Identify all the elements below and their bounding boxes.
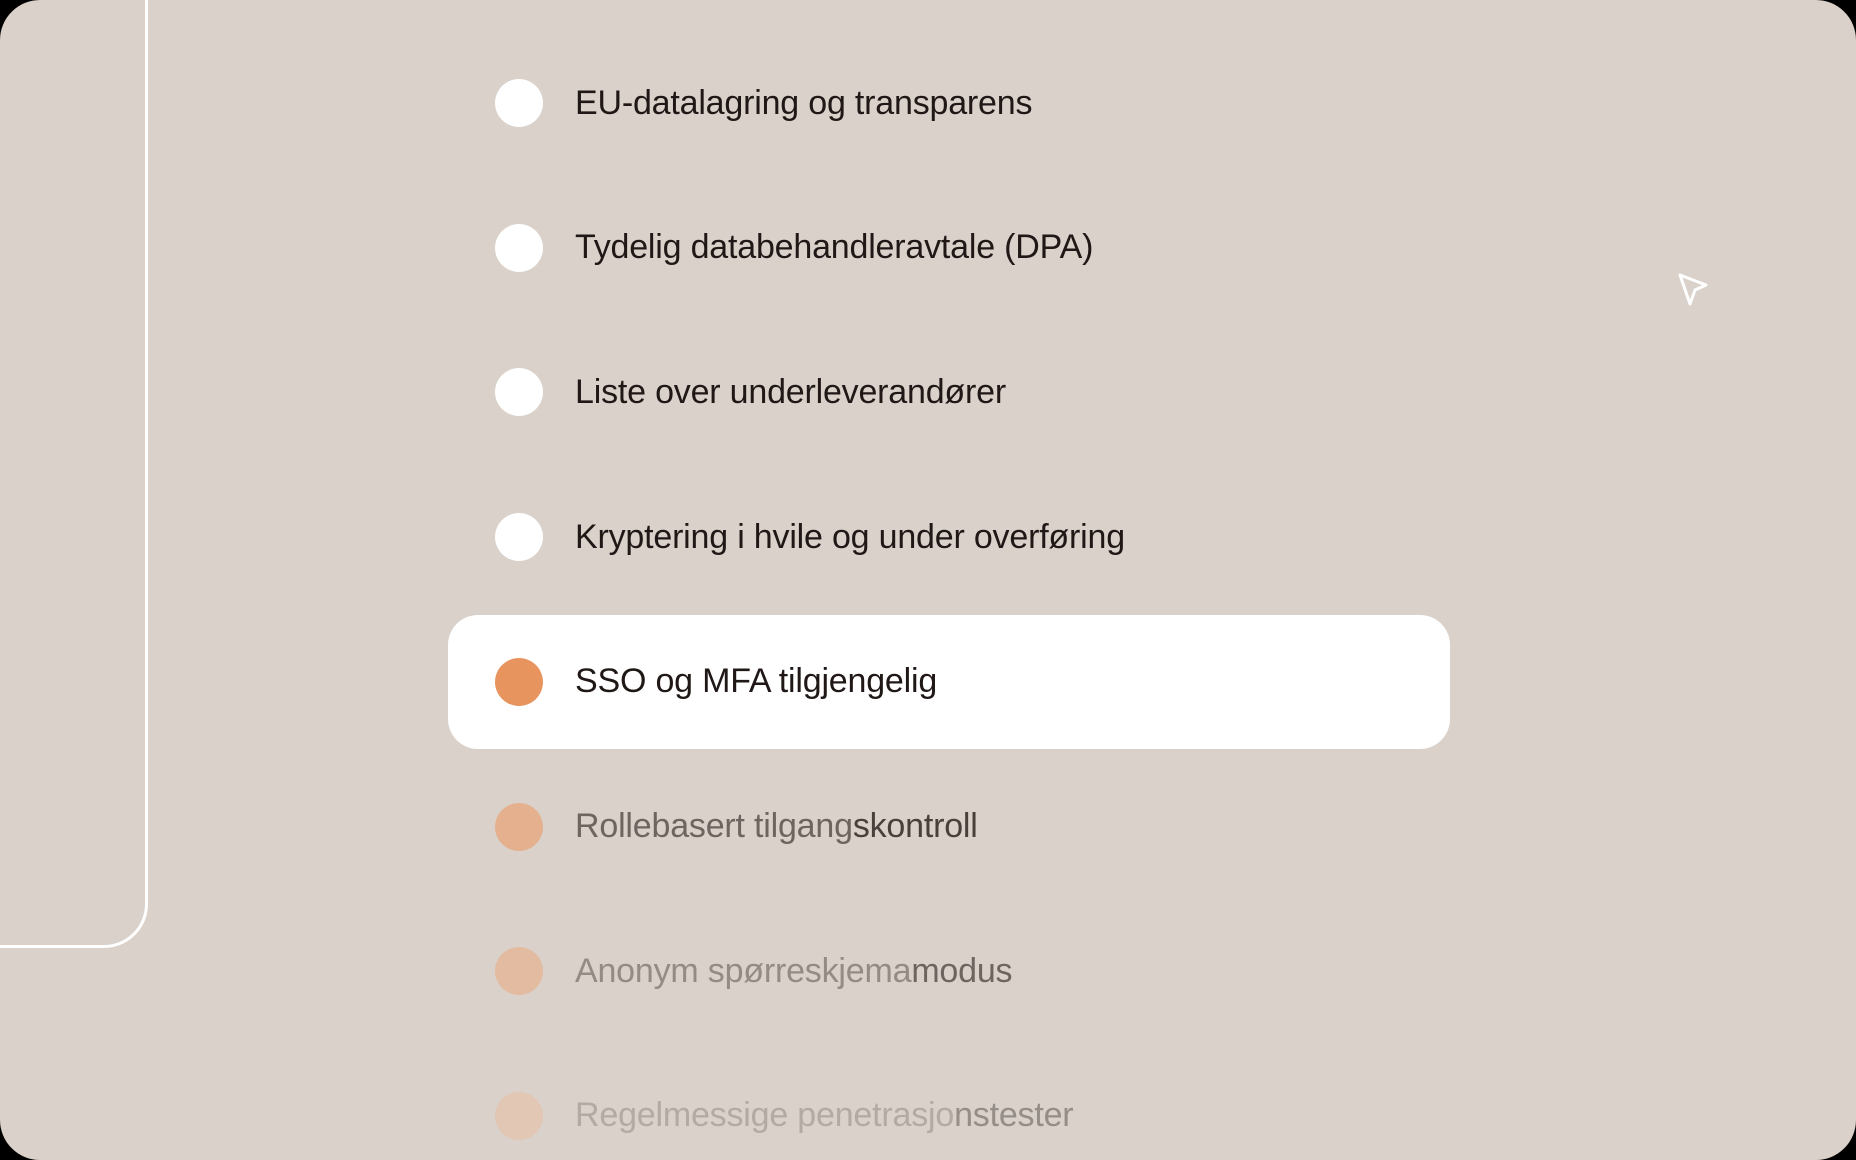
checklist-item-label: EU-datalagring og transparens — [575, 83, 1033, 122]
checklist-item-label: SSO og MFA tilgjengelig — [575, 662, 938, 701]
status-dot-icon — [495, 224, 543, 272]
checklist-item-label: Kryptering i hvile og under overføring — [575, 517, 1125, 556]
status-dot-icon — [495, 947, 543, 995]
checklist-item-label: Anonym spørreskjemamodus — [575, 951, 1013, 990]
checklist-item-label: Regelmessige penetrasjonstester — [575, 1096, 1074, 1135]
checklist-item-subprocessors[interactable] — [448, 325, 1450, 459]
checklist-item-rbac[interactable] — [448, 760, 1450, 894]
checklist-item-label: Liste over underleverandører — [575, 372, 1006, 411]
status-dot-icon — [495, 368, 543, 416]
checklist-item-dpa[interactable] — [448, 181, 1450, 315]
checklist-item-anonymous-survey[interactable] — [448, 904, 1450, 1038]
pointer-arrow-icon — [1676, 272, 1712, 308]
status-dot-icon — [495, 803, 543, 851]
status-dot-icon — [495, 513, 543, 561]
checklist-item-encryption[interactable] — [448, 470, 1450, 604]
checklist-item-sso-mfa[interactable] — [448, 615, 1450, 749]
status-dot-icon — [495, 658, 543, 706]
status-dot-icon — [495, 1092, 543, 1140]
status-dot-icon — [495, 79, 543, 127]
checklist-item-pentests[interactable] — [448, 1049, 1450, 1160]
checklist-item-eu-data-storage[interactable] — [448, 36, 1450, 170]
checklist-item-label: Rollebasert tilgangskontroll — [575, 807, 978, 845]
checklist-item-label: Tydelig databehandleravtale (DPA) — [575, 228, 1094, 267]
